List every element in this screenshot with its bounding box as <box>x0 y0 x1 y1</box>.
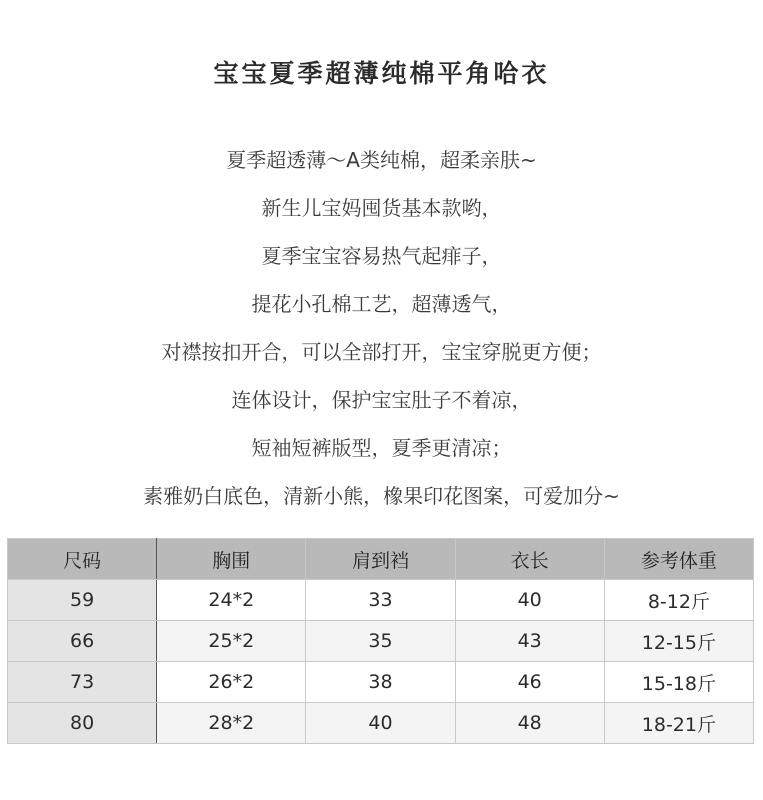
column-header-length: 衣长 <box>455 539 604 580</box>
table-cell: 73 <box>8 662 157 703</box>
table-cell: 40 <box>306 703 455 744</box>
table-cell: 40 <box>455 580 604 621</box>
table-cell: 26*2 <box>157 662 306 703</box>
table-cell: 80 <box>8 703 157 744</box>
table-cell: 12-15斤 <box>604 621 753 662</box>
table-cell: 43 <box>455 621 604 662</box>
table-header-row <box>8 539 754 580</box>
column-header-weight: 参考体重 <box>604 539 753 580</box>
description-line: 短袖短裤版型，夏季更清凉； <box>251 436 512 460</box>
description-line: 新生儿宝妈囤货基本款哟， <box>261 196 502 220</box>
description-line: 提花小孔棉工艺，超薄透气， <box>251 292 512 316</box>
table-row <box>8 662 754 703</box>
description-line: 夏季超透薄～A类纯棉，超柔亲肤~ <box>226 148 537 172</box>
size-table <box>7 538 754 744</box>
description-line: 夏季宝宝容易热气起痱子， <box>261 244 502 268</box>
table-row <box>8 580 754 621</box>
table-cell: 38 <box>306 662 455 703</box>
table-cell: 8-12斤 <box>604 580 753 621</box>
table-cell: 18-21斤 <box>604 703 753 744</box>
description-line: 素雅奶白底色，清新小熊，橡果印花图案，可爱加分~ <box>143 484 620 508</box>
table-row <box>8 703 754 744</box>
table-cell: 35 <box>306 621 455 662</box>
column-header-shoulder-to-crotch: 肩到裆 <box>306 539 455 580</box>
table-cell: 28*2 <box>157 703 306 744</box>
table-cell: 25*2 <box>157 621 306 662</box>
table-cell: 24*2 <box>157 580 306 621</box>
description-line: 对襟按扣开合，可以全部打开，宝宝穿脱更方便； <box>161 340 602 364</box>
table-cell: 59 <box>8 580 157 621</box>
table-cell: 46 <box>455 662 604 703</box>
column-header-chest: 胸围 <box>157 539 306 580</box>
table-cell: 15-18斤 <box>604 662 753 703</box>
table-cell: 48 <box>455 703 604 744</box>
table-cell: 66 <box>8 621 157 662</box>
description-line: 连体设计，保护宝宝肚子不着凉， <box>231 388 532 412</box>
column-header-size: 尺码 <box>8 539 157 580</box>
page-title: 宝宝夏季超薄纯棉平角哈衣 <box>213 59 550 88</box>
table-row <box>8 621 754 662</box>
table-cell: 33 <box>306 580 455 621</box>
description-list <box>0 140 763 524</box>
